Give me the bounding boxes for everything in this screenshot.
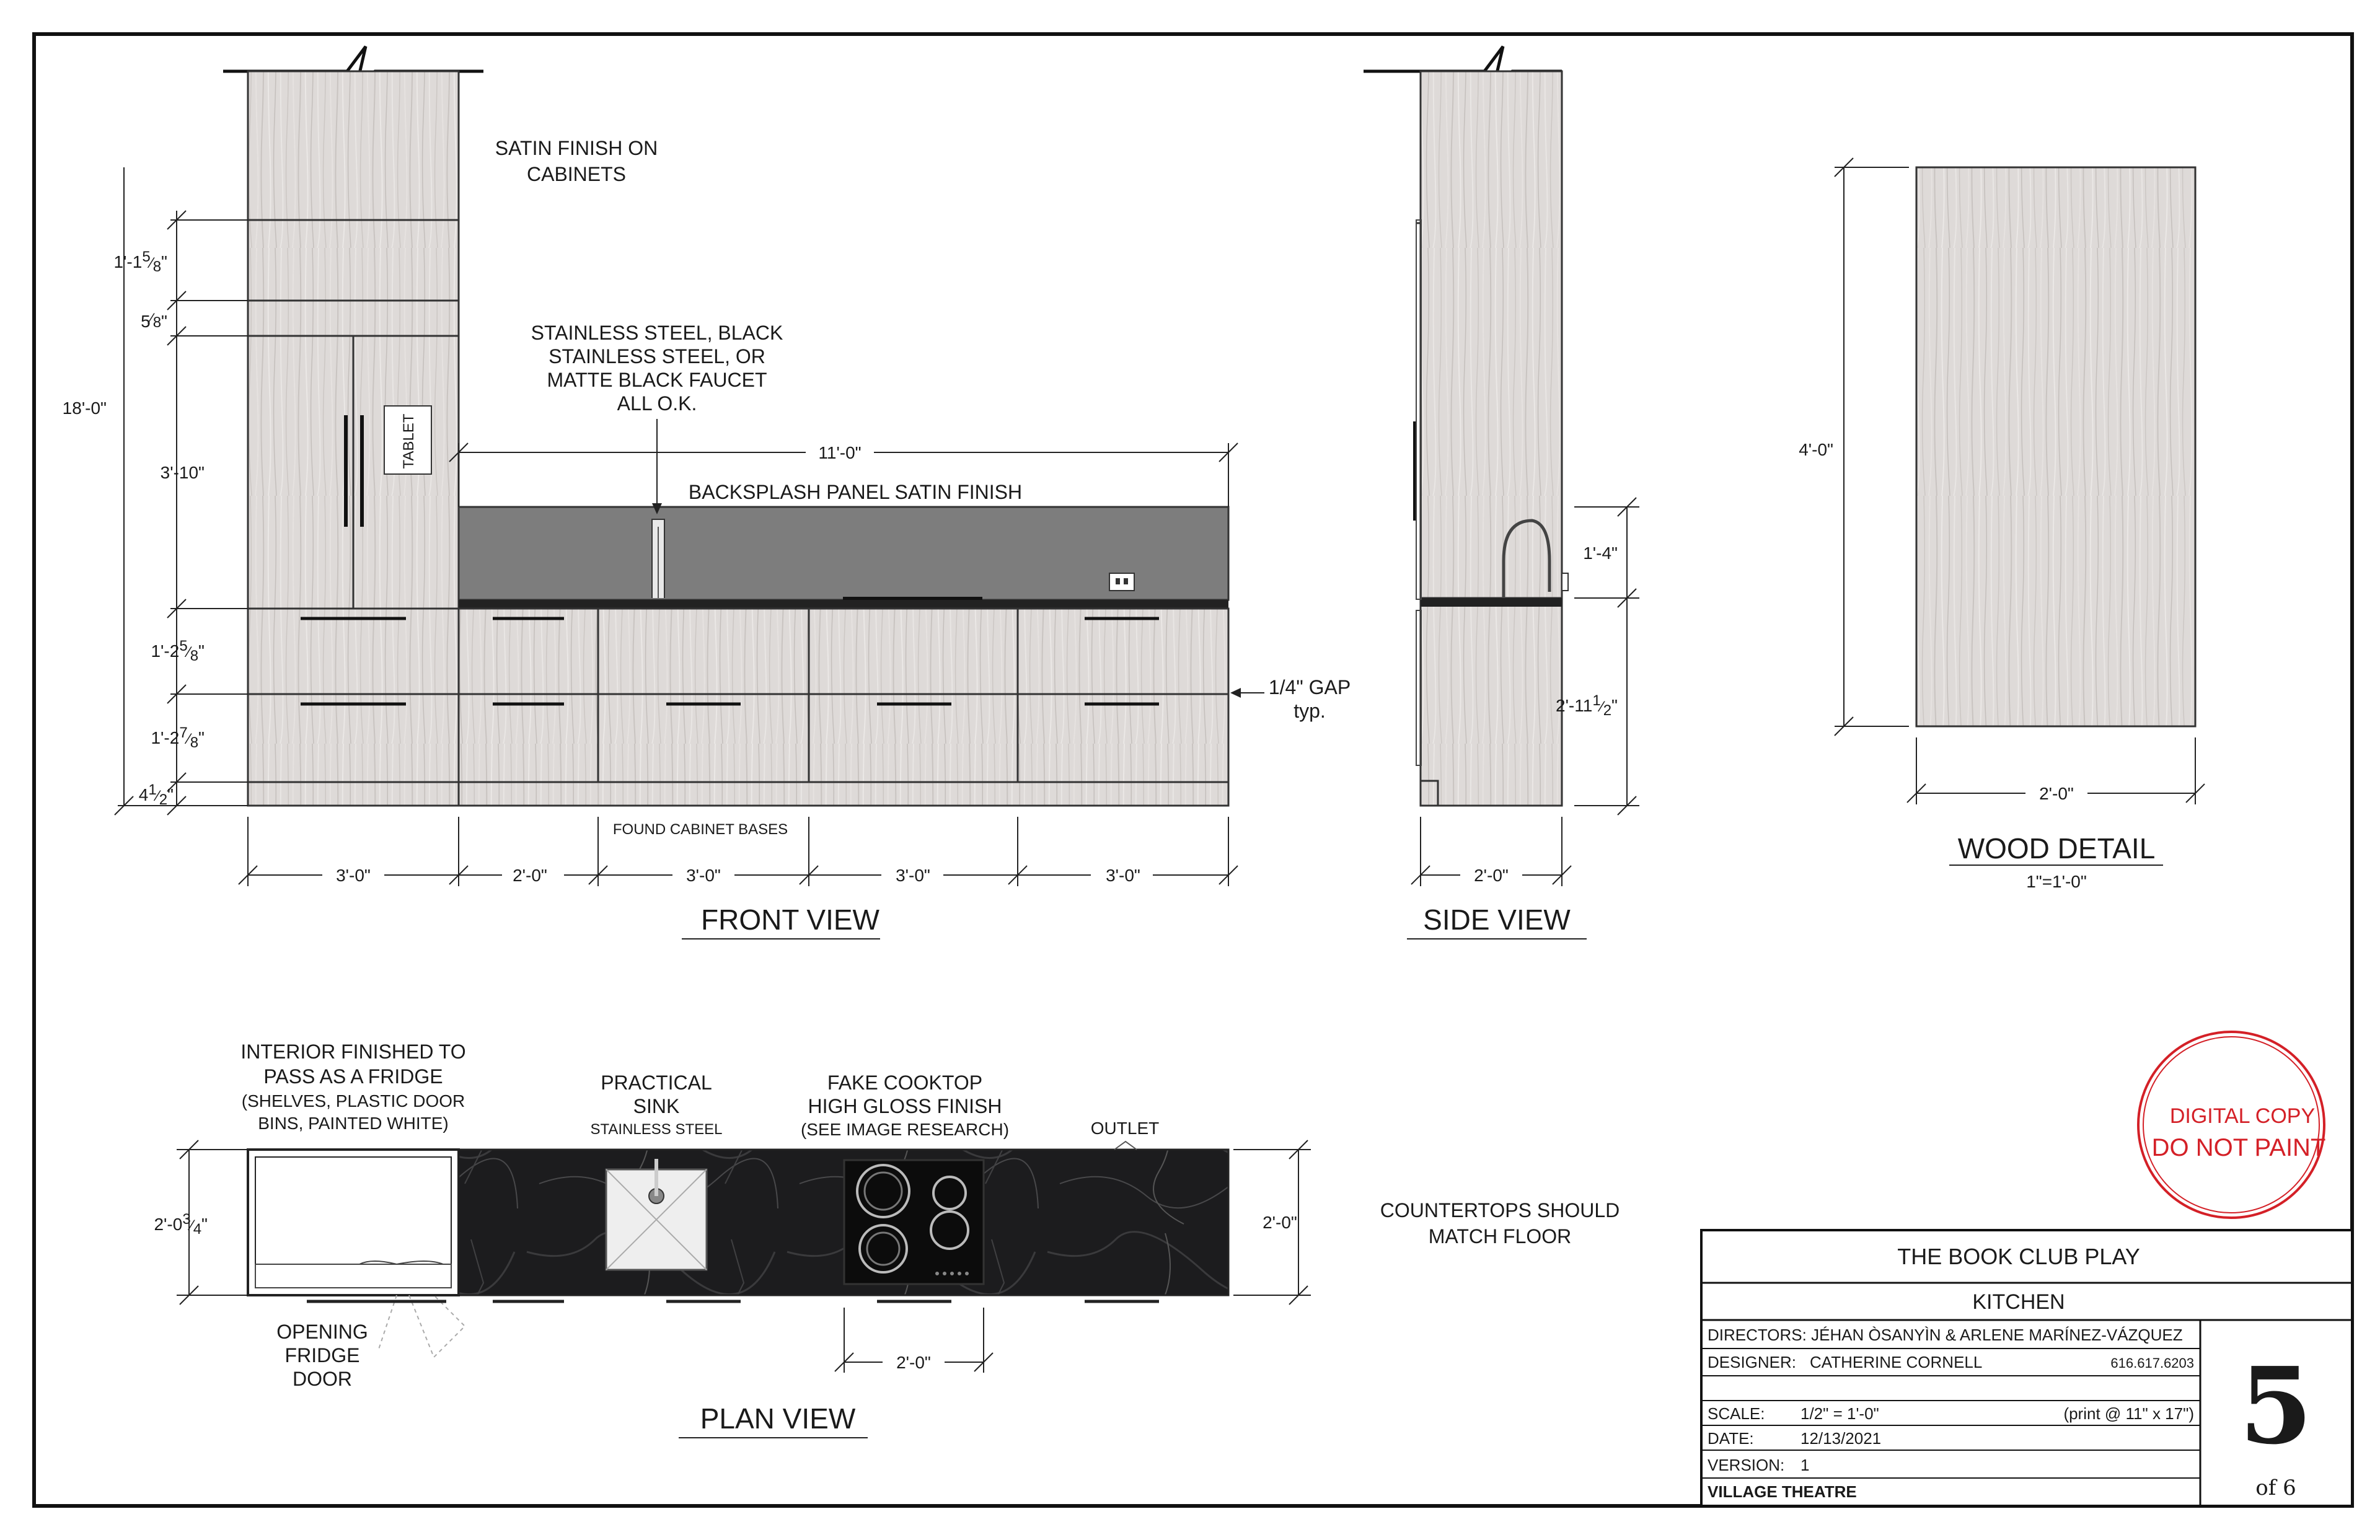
tall-base <box>248 609 459 806</box>
tb-date-label: DATE: <box>1708 1429 1754 1448</box>
fridge-door-swing <box>378 1295 465 1357</box>
outlet <box>1109 573 1134 591</box>
stamp-line-2: DO NOT PAINT <box>2151 1134 2326 1161</box>
wood-sample <box>1916 167 2195 726</box>
plan-dim-cooktop: 2'-0" <box>896 1353 931 1372</box>
countertop <box>459 600 1228 609</box>
tb-directors: DIRECTORS: JÉHAN ÒSANYÌN & ARLENE MARÍNEZ-VÁZQUEZ <box>1708 1326 2183 1344</box>
gap-note-2: typ. <box>1294 700 1326 722</box>
side-dim-width: 2'-0" <box>1474 866 1509 885</box>
sink-note-3: STAINLESS STEEL <box>590 1121 723 1138</box>
faucet-note-1: STAINLESS STEEL, BLACK <box>531 322 783 344</box>
satin-note-1: SATIN FINISH ON <box>495 137 658 159</box>
side-countertop <box>1421 598 1562 607</box>
counter-note-1: COUNTERTOPS SHOULD <box>1380 1199 1620 1221</box>
tb-designer: CATHERINE CORNELL <box>1810 1353 1983 1371</box>
cooktop-note-3: (SEE IMAGE RESEARCH) <box>800 1120 1010 1139</box>
front-view-title: FRONT VIEW <box>701 904 879 936</box>
faucet-note-3: MATTE BLACK FAUCET <box>547 369 767 391</box>
tb-date: 12/13/2021 <box>1800 1429 1882 1448</box>
dim-w2: 2'-0" <box>513 866 547 885</box>
title-block <box>1701 1230 2352 1506</box>
dim-w5: 3'-0" <box>1106 866 1140 885</box>
interior-note-1: INTERIOR FINISHED TO <box>240 1041 466 1063</box>
gap-note-1: 1/4" GAP <box>1268 676 1351 698</box>
door-note-1: OPENING <box>276 1321 368 1343</box>
dim-w1: 3'-0" <box>336 866 371 885</box>
faucet-note-4: ALL O.K. <box>617 392 697 415</box>
tb-sheet-of: of 6 <box>2255 1476 2296 1500</box>
side-dim-lower: 2'-111⁄2" <box>1556 692 1618 719</box>
door-note-2: FRIDGE <box>284 1344 360 1366</box>
digital-copy-stamp <box>2138 1032 2325 1218</box>
tb-scene: KITCHEN <box>1972 1290 2065 1314</box>
dim-h3: 3'-10" <box>160 463 205 482</box>
sink-note-1: PRACTICAL <box>601 1071 712 1094</box>
dim-w4: 3'-0" <box>896 866 930 885</box>
side-dim-upper: 1'-4" <box>1583 543 1618 563</box>
tb-scale-label: SCALE: <box>1708 1404 1765 1423</box>
base-cabinets <box>459 609 1228 806</box>
stamp-line-1: DIGITAL COPY <box>2169 1104 2316 1128</box>
interior-note-2: PASS AS A FRIDGE <box>263 1065 443 1088</box>
wood-detail-scale: 1"=1'-0" <box>2026 872 2087 891</box>
dim-h6: 41⁄2" <box>138 781 174 808</box>
plan-view-title: PLAN VIEW <box>700 1402 856 1435</box>
tb-theatre: VILLAGE THEATRE <box>1708 1482 1857 1501</box>
wood-dim-height: 4'-0" <box>1799 440 1833 459</box>
tb-version: 1 <box>1800 1456 1810 1474</box>
cooktop-note-1: FAKE COOKTOP <box>827 1071 983 1094</box>
tb-phone: 616.617.6203 <box>2110 1355 2194 1371</box>
cooktop-note-2: HIGH GLOSS FINISH <box>808 1095 1002 1117</box>
dim-total-height: 18'-0" <box>62 398 107 418</box>
front-view <box>63 46 1351 939</box>
wood-dim-width: 2'-0" <box>2039 784 2074 803</box>
dim-h1: 1'-15⁄8" <box>113 249 167 275</box>
dim-h4: 1'-25⁄8" <box>151 638 205 664</box>
tb-sheet-number: 5 <box>2239 1344 2313 1468</box>
dim-run: 11'-0" <box>818 443 862 462</box>
dim-w3: 3'-0" <box>686 866 721 885</box>
satin-note-2: CABINETS <box>526 163 627 185</box>
dim-h5: 1'-27⁄8" <box>151 724 205 751</box>
wood-detail-title: WOOD DETAIL <box>1957 832 2156 865</box>
side-view-title: SIDE VIEW <box>1423 904 1571 936</box>
tb-designer-label: DESIGNER: <box>1708 1353 1797 1371</box>
dim-h2: 5⁄8" <box>141 310 167 331</box>
plan-fridge <box>248 1150 459 1295</box>
sink-note-2: SINK <box>633 1095 680 1117</box>
plan-outlet <box>1114 1142 1137 1150</box>
tb-version-label: VERSION: <box>1708 1456 1785 1474</box>
counter-note-2: MATCH FLOOR <box>1428 1225 1572 1247</box>
side-view <box>1364 46 1639 939</box>
tb-scale: 1/2" = 1'-0" <box>1800 1404 1879 1423</box>
tb-print: (print @ 11" x 17") <box>2063 1404 2194 1423</box>
door-note-3: DOOR <box>293 1368 352 1390</box>
found-cabinet-bases: FOUND CABINET BASES <box>612 821 788 838</box>
plan-dim-left: 2'-03⁄4" <box>154 1211 208 1238</box>
wood-detail <box>1799 158 2205 891</box>
tablet-label: TABLET <box>400 413 417 469</box>
side-tall-cabinet <box>1421 71 1562 806</box>
interior-note-4: BINS, PAINTED WHITE) <box>258 1114 449 1133</box>
backsplash-note: BACKSPLASH PANEL SATIN FINISH <box>688 481 1023 503</box>
faucet-note-2: STAINLESS STEEL, OR <box>549 345 765 367</box>
plan-view <box>154 1041 1620 1438</box>
outlet-note: OUTLET <box>1090 1119 1160 1138</box>
tb-play-title: THE BOOK CLUB PLAY <box>1897 1244 2140 1269</box>
plan-dim-right: 2'-0" <box>1263 1213 1297 1232</box>
interior-note-3: (SHELVES, PLASTIC DOOR <box>241 1091 465 1111</box>
